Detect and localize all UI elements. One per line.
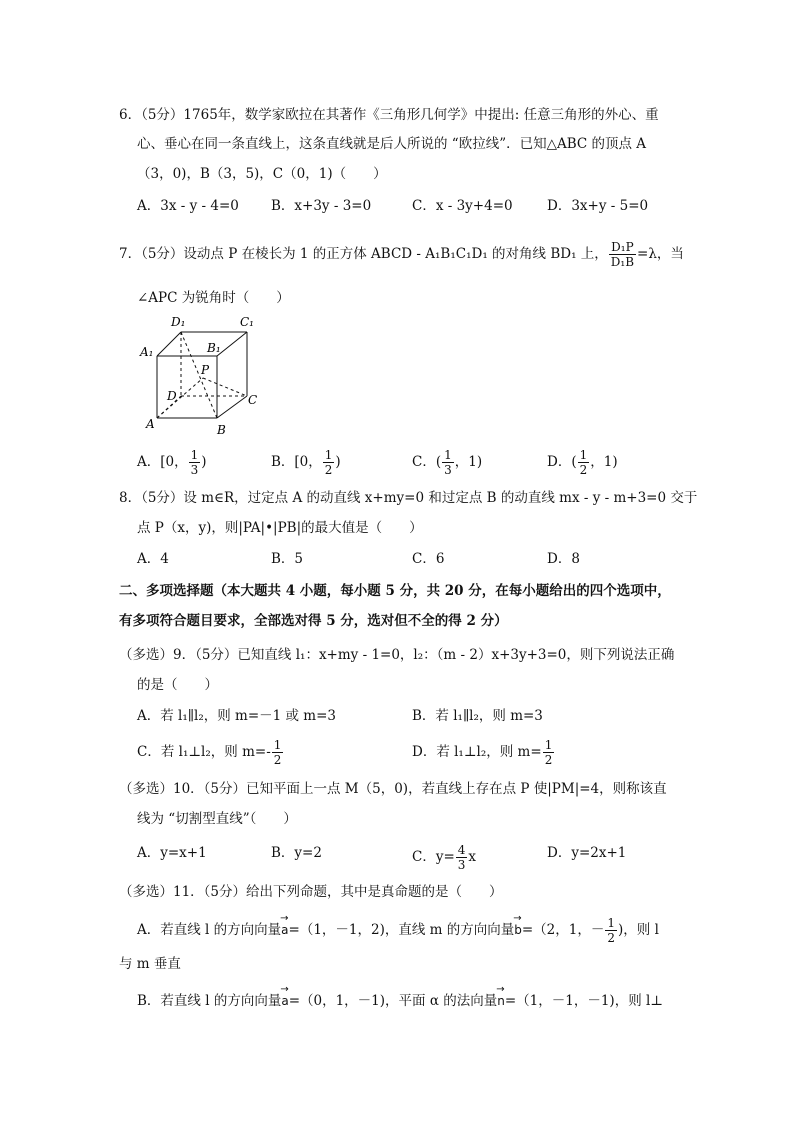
section2-header-line2: 有多项符合题目要求，全部选对得 5 分，选对但不全的得 2 分） (119, 613, 508, 629)
q9-option-d (412, 738, 555, 767)
segment-ap (157, 378, 203, 418)
q10-line1: （多选）10．（5分）已知平面上一点 M（5，0)，若直线上存在点 P 使|PM|=4，则称该直 (119, 781, 667, 797)
q7-c-den: 3 (444, 463, 452, 477)
q6-line3: （3，0)，B（3，5)，C（0，1)（ ） (137, 166, 387, 182)
q8-line1: 8．（5分）设 m∈R，过定点 A 的动直线 x+my=0 和过定点 B 的动直线 mx - y - m+3=0 交于 (119, 490, 698, 506)
q7-ratio-den: D₁B (610, 255, 635, 269)
q11-a-text1: A．若直线 l 的方向向量 (137, 922, 282, 938)
q8-line2: 点 P（x，y)，则|PA|•|PB|的最大值是（ ） (137, 520, 423, 536)
q7-a-post: ) (201, 454, 207, 470)
label-b1: B₁ (207, 341, 221, 355)
q10-c-num: 4 (457, 843, 466, 857)
q9-option-c (137, 738, 284, 767)
q9-c-sign: - (266, 744, 271, 760)
q8-option-b: B．5 (271, 551, 304, 567)
q8-option-c: C．6 (412, 551, 445, 567)
q11-option-a-continuation: 与 m 垂直 (119, 956, 181, 972)
q9-line2: 的是（ ） (137, 677, 218, 693)
q11-option-a (137, 916, 659, 945)
label-c1: C₁ (240, 315, 254, 329)
q9-c-pre: C．若 l₁⊥l₂，则 m= (137, 744, 267, 760)
q9-option-b: B．若 l₁∥l₂，则 m=3 (412, 708, 543, 724)
q10-option-d: D．y=2x+1 (547, 845, 627, 861)
q11-b-text1: B．若直线 l 的方向向量 (137, 993, 282, 1009)
q7-d-den: 2 (579, 463, 588, 477)
q7-d-pre: D．( (547, 454, 577, 470)
q9-c-den: 2 (273, 753, 282, 767)
q7-b-post: ) (335, 454, 341, 470)
q11-b-text3: =（1，－1，－1)，则 l⊥ (504, 993, 663, 1009)
q8-option-d: D．8 (547, 551, 580, 567)
label-c: C (248, 393, 258, 407)
q11-b-text2: =（0，1，－1)，平面 α 的法向量 (288, 993, 498, 1009)
q7-line1-pre: 7．（5分）设动点 P 在棱长为 1 的正方体 ABCD - A₁B₁C₁D₁ 的对角线 BD₁ 上， (119, 246, 608, 262)
q7-b-den: 2 (324, 463, 333, 477)
label-d: D (167, 389, 177, 403)
q9-d-den: 2 (544, 753, 553, 767)
q9-option-a: A．若 l₁∥l₂，则 m=－1 或 m=3 (137, 708, 337, 724)
q7-ratio-num: D₁P (609, 240, 636, 255)
q11-b-vector-a: → a (281, 991, 288, 1011)
q7-ratio-fraction (609, 240, 636, 269)
edge-a1d1 (157, 332, 181, 356)
q7-option-d (547, 448, 618, 477)
q7-a-pre: A．[0， (137, 454, 188, 470)
q9-c-num: 1 (273, 738, 282, 752)
q10-option-c (412, 843, 476, 872)
q11-a-vector-a: → a (281, 920, 288, 940)
q7-d-post: ，1) (590, 454, 618, 470)
edge-b1c1 (217, 332, 247, 356)
q7-b-num: 1 (324, 448, 333, 462)
q10-option-a: A．y=x+1 (137, 845, 207, 861)
q10-line2: 线为 “切割型直线”（ ） (137, 811, 297, 827)
q7-option-b (271, 448, 341, 477)
q11-a-text4: )，则 l (618, 922, 659, 938)
q9-c-frac (272, 738, 284, 767)
q7-d-frac (578, 448, 590, 477)
q6-line1: 6．（5分）1765年，数学家欧拉在其著作《三角形几何学》中提出: 任意三角形的外心、重 (119, 107, 659, 123)
q7-a-num: 1 (190, 448, 199, 462)
q8-option-a: A．4 (137, 551, 169, 567)
q7-cube-figure (137, 312, 267, 440)
label-b: B (217, 423, 226, 437)
q11-a-num: 1 (607, 916, 616, 930)
q10-c-post: x (468, 849, 477, 865)
q6-option-b: B．x+3y - 3=0 (271, 198, 372, 214)
q11-a-frac (605, 916, 617, 945)
q9-d-num: 1 (544, 738, 553, 752)
q7-b-pre: B．[0， (271, 454, 322, 470)
q7-c-pre: C．( (412, 454, 442, 470)
q11-b-vector-n: → n (497, 991, 505, 1011)
q6-line2: 心、垂心在同一条直线上，这条直线就是后人所说的 “欧拉线”．已知△ABC 的顶点 A (137, 136, 647, 152)
q7-c-num: 1 (444, 448, 452, 462)
q11-a-den: 2 (607, 931, 616, 945)
q9-line1: （多选）9．（5分）已知直线 l₁：x+my - 1=0，l₂：（m - 2）x+3y+3=0，则下列说法正确 (119, 647, 675, 663)
q10-option-b: B．y=2 (271, 845, 322, 861)
q6-option-a: A．3x - y - 4=0 (137, 198, 239, 214)
q7-line1 (119, 240, 684, 269)
q11-a-text2: =（1，－1，2)，直线 m 的方向向量 (288, 922, 515, 938)
q10-c-frac (456, 843, 468, 872)
label-a1: A₁ (140, 345, 154, 359)
label-a: A (146, 417, 155, 431)
q11-line1: （多选）11．（5分）给出下列命题，其中是真命题的是（ ） (119, 884, 503, 900)
q6-option-d: D．3x+y - 5=0 (547, 198, 649, 214)
q11-a-text3: =（2，1，－ (521, 922, 605, 938)
q7-option-a (137, 448, 207, 477)
q11-option-b (137, 991, 663, 1011)
q9-d-frac (543, 738, 555, 767)
q7-d-num: 1 (579, 448, 588, 462)
q7-a-den: 3 (190, 463, 199, 477)
label-d1: D₁ (171, 315, 186, 329)
segment-pc (203, 378, 247, 396)
q7-option-c (412, 448, 482, 477)
edge-bc (217, 396, 247, 418)
q7-a-frac (189, 448, 201, 477)
q6-option-c: C．x - 3y+4=0 (412, 198, 513, 214)
section2-header-line1: 二、多项选择题（本大题共 4 小题，每小题 5 分，共 20 分，在每小题给出的四个选项中， (119, 583, 671, 599)
label-p: P (201, 363, 210, 377)
q7-line2: ∠APC 为锐角时（ ） (137, 290, 290, 306)
q7-b-frac (323, 448, 335, 477)
q9-d-pre: D．若 l₁⊥l₂，则 m= (412, 744, 542, 760)
q7-c-frac (442, 448, 454, 477)
q7-line1-post: =λ，当 (637, 246, 684, 262)
q11-a-vector-b: → b (514, 920, 522, 940)
q10-c-pre: C．y= (412, 849, 455, 865)
q10-c-den: 3 (457, 858, 466, 872)
q7-c-post: ，1) (454, 454, 483, 470)
